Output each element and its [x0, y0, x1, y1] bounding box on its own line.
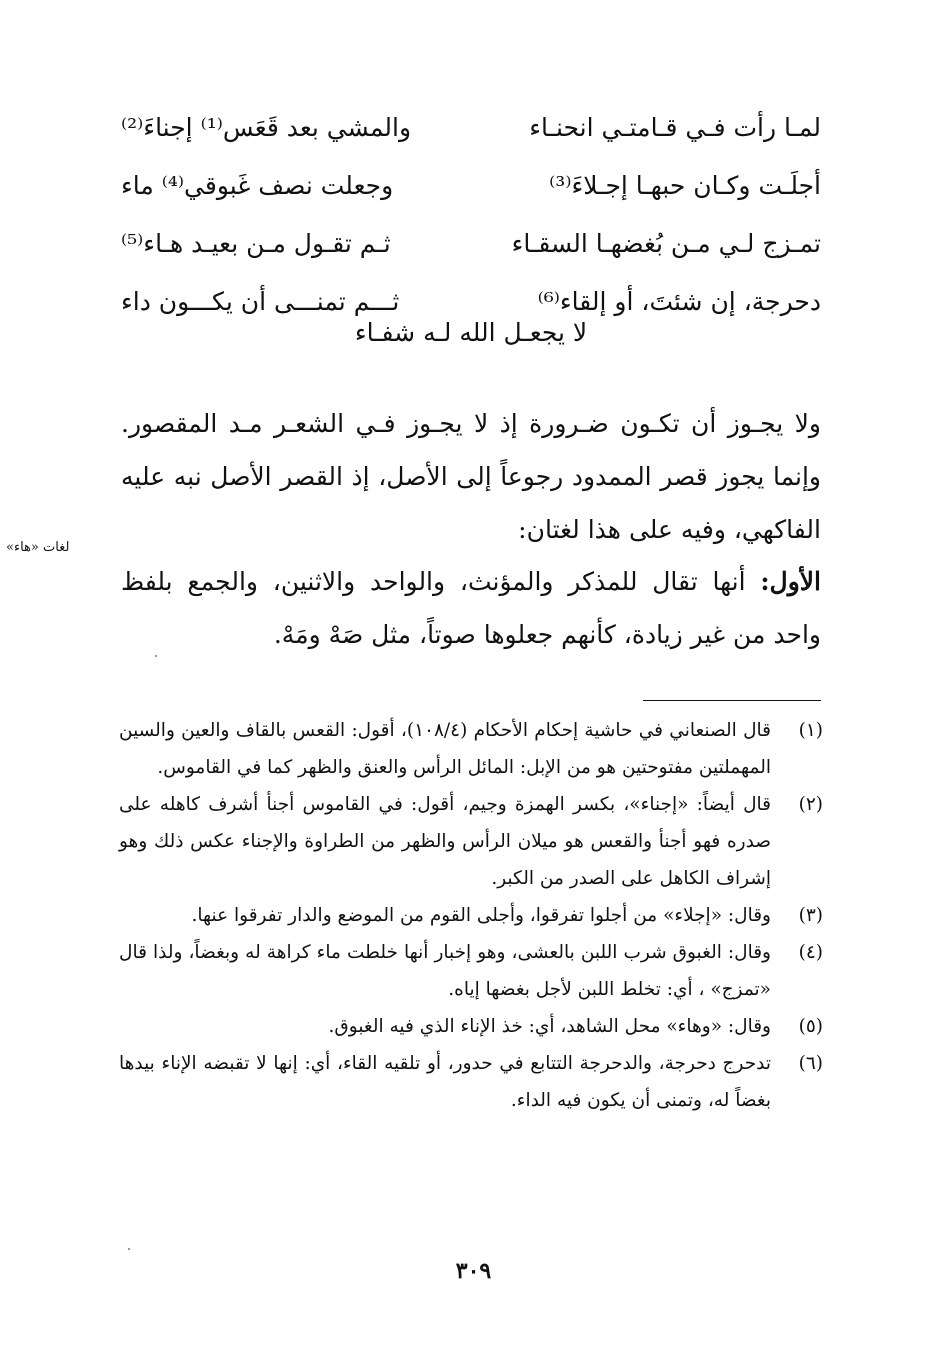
poem-verses — [121, 98, 821, 330]
footnote — [119, 712, 823, 786]
margin-note: لغات «هاء» — [6, 540, 70, 555]
footnote-separator — [643, 700, 821, 701]
verse-first-hemistich: تمـزج لـي مـن بُغضهـا السقـاء — [511, 228, 821, 258]
footnote-number: (٦) — [798, 1053, 823, 1074]
verse-first-hemistich: لمـا رأت فـي قـامتـي انحنـاء — [529, 112, 821, 142]
verse-second-hemistich: ثـم تقـول مـن بعيـد هـاء⁽⁵⁾ — [121, 228, 391, 258]
paragraph-text: أنها تقال للمذكر والمؤنث، والواحد والاثنين، والجمع بلفظ واحد من غير زيادة، كأنهم جعلوها صوتاً، مثل صَهْ ومَهْ. — [121, 567, 821, 649]
footnote — [119, 897, 823, 934]
footnote-text: وقال: «إجلاء» من أجلوا تفرقوا، وأجلى القوم من الموضع والدار تفرقوا عنها. — [191, 905, 771, 926]
footnote — [119, 786, 823, 897]
body-paragraph: ولا يجـوز أن تكـون ضـرورة إذ لا يجـوز فـي الشعـر مـد المقصور. وإنما يجوز قصر الممدود رجوعاً إلى الأصل، إذ القصر الأصل نبه عليه الفاكهي، وفيه على هذا لغتان: — [121, 409, 821, 544]
footnote-text: قال الصنعاني في حاشية إحكام الأحكام (١٠٨/٤)، أقول: القعس بالقاف والعين والسين المهملتين مفتوحتين هو من الإبل: المائل الرأس والعنق والظهر كما في القاموس. — [119, 720, 771, 778]
footnote — [119, 1008, 823, 1045]
paragraph-lead-word: الأول: — [760, 567, 821, 596]
footnote — [119, 1045, 823, 1119]
footnote-number: (٣) — [798, 905, 823, 926]
footnote-text: تدحرج دحرجة، والدحرجة التتابع في حدور، أو تلقيه القاء، أي: إنها لا تقبضه الإناء بيدها بغضاً له، وتمنى أن يكون فيه الداء. — [119, 1053, 771, 1111]
body-paragraph — [121, 555, 821, 661]
footnote — [119, 934, 823, 1008]
footnote-text: قال أيضاً: «إجناء»، بكسر الهمزة وجيم، أقول: في القاموس أجنأ أشرف كاهله على صدره فهو أجنأ والقعس هو ميلان الرأس والظهر من الطراوة والإجناء عكس ذلك وهو إشراف الكاهل على الصدر من الكبر. — [119, 794, 771, 889]
scan-speck — [155, 655, 157, 657]
page-number: ٣٠٩ — [455, 1258, 492, 1284]
verse-first-hemistich: أجلَـت وكـان حبهـا إجـلاءَ⁽³⁾ — [549, 170, 821, 200]
verse-second-hemistich: ثـــم تمنـــى أن يكـــون داء — [121, 286, 400, 316]
footnote-text: وقال: «وهاء» محل الشاهد، أي: خذ الإناء الذي فيه الغبوق. — [328, 1016, 771, 1037]
closing-verse-line: لا يجعـل الله لـه شفـاء — [354, 318, 588, 347]
footnote-number: (١) — [798, 720, 823, 741]
verse-second-hemistich: والمشي بعد قَعَس⁽¹⁾ إجناءَ⁽²⁾ — [121, 112, 412, 142]
verse-line — [121, 156, 821, 214]
verse-line — [121, 214, 821, 272]
footnote-number: (٢) — [798, 794, 823, 815]
footnote-number: (٥) — [798, 1016, 823, 1037]
verse-second-hemistich: وجعلت نصف غَبوقي⁽⁴⁾ ماء — [121, 170, 394, 200]
footnotes — [119, 712, 823, 1119]
scan-speck — [128, 1248, 130, 1250]
footnote-number: (٤) — [798, 942, 823, 963]
footnote-text: وقال: الغبوق شرب اللبن بالعشى، وهو إخبار أنها خلطت ماء كراهة له وبغضاً، ولذا قال «تمزج» ، أي: تخلط اللبن لأجل بغضها إياه. — [119, 942, 771, 1000]
verse-first-hemistich: دحرجة، إن شئتَ، أو إلقاء⁽⁶⁾ — [537, 286, 821, 316]
verse-line — [121, 98, 821, 156]
